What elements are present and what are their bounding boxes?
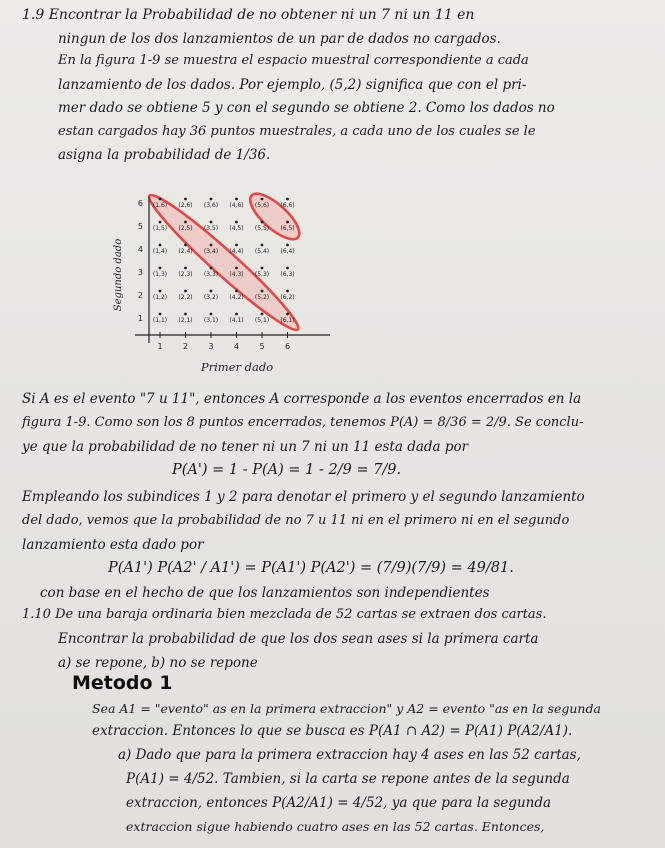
- sample-point-label: (3,6): [203, 202, 219, 209]
- sample-point-label: (5,1): [254, 317, 270, 324]
- sample-point-dot: [159, 290, 162, 293]
- sample-point-dot: [159, 244, 162, 247]
- sample-point-label: (6,6): [280, 202, 295, 209]
- sample-point-dot: [210, 221, 213, 224]
- method-line: extraccion sigue habiendo cuatro ases en las 52 cartas. Entonces,: [126, 819, 545, 834]
- y-tick-label: 5: [137, 222, 143, 231]
- sample-point-dot: [184, 290, 187, 293]
- problem-1-10-line: Encontrar la probabilidad de que los dos sean ases si la primera carta: [58, 631, 539, 647]
- solution-line: Empleando los subindices 1 y 2 para denotar el primero y el segundo lanzamiento: [22, 489, 585, 505]
- problem-1-9-line: estan cargados hay 36 puntos muestrales, a cada uno de los cuales se le: [58, 124, 536, 139]
- sample-point-label: (1,3): [152, 271, 168, 278]
- sample-point-label: (5,6): [254, 202, 270, 209]
- method-line: Sea A1 = "evento" as en la primera extraccion" y A2 = evento "as en la segunda: [92, 701, 601, 716]
- sample-point-label: (5,5): [254, 225, 270, 232]
- problem-1-9-line: lanzamiento de los dados. Por ejemplo, (5,2) significa que con el pri-: [58, 77, 527, 93]
- sample-point-dot: [210, 198, 213, 201]
- solution-line: Si A es el evento "7 u 11", entonces A corresponde a los eventos encerrados en la: [22, 391, 582, 407]
- sample-point-dot: [159, 198, 162, 201]
- sample-point-label: (6,3): [280, 271, 295, 278]
- sample-point-dot: [286, 221, 289, 224]
- x-tick-label: 6: [284, 342, 291, 351]
- sample-point-label: (3,4): [203, 248, 219, 255]
- sample-point-label: (6,1): [280, 317, 295, 324]
- sample-point-label: (6,4): [280, 248, 295, 255]
- sample-point-label: (1,5): [152, 225, 168, 232]
- sample-point-label: (3,2): [203, 294, 219, 301]
- sample-point-dot: [159, 267, 162, 270]
- solution-line: lanzamiento esta dado por: [22, 537, 204, 553]
- sample-point-dot: [235, 244, 238, 247]
- sample-point-label: (4,1): [229, 317, 244, 324]
- sample-point-dot: [210, 244, 213, 247]
- problem-1-9-line: mer dado se obtiene 5 y con el segundo se obtiene 2. Como los dados no: [58, 100, 555, 116]
- sample-point-label: (3,1): [203, 317, 219, 324]
- sample-point-dot: [235, 221, 238, 224]
- sample-point-label: (4,5): [229, 225, 244, 232]
- sample-point-dot: [159, 313, 162, 316]
- sample-point-dot: [210, 267, 213, 270]
- x-axis-label: Primer dado: [200, 360, 274, 374]
- problem-1-9-line: 1.9 Encontrar la Probabilidad de no obtener ni un 7 ni un 11 en: [22, 7, 475, 23]
- sample-point-dot: [210, 313, 213, 316]
- sample-point-dot: [286, 244, 289, 247]
- method-line: extraccion, entonces P(A2/A1) = 4/52, ya que para la segunda: [126, 795, 552, 811]
- method-heading: Metodo 1: [72, 672, 173, 694]
- sample-point-label: (5,4): [254, 248, 270, 255]
- y-axis-label: Segundo dado: [113, 238, 124, 312]
- x-tick-label: 2: [182, 342, 189, 351]
- sample-point-dot: [286, 267, 289, 270]
- sample-space-figure: [105, 185, 365, 385]
- sample-point-label: (1,6): [152, 202, 168, 209]
- x-tick-label: 5: [259, 342, 265, 351]
- sample-point-dot: [235, 267, 238, 270]
- sample-point-dot: [286, 313, 289, 316]
- problem-1-9-line: En la figura 1-9 se muestra el espacio muestral correspondiente a cada: [58, 53, 529, 68]
- y-tick-label: 3: [137, 268, 143, 277]
- problem-1-10-line: 1.10 De una baraja ordinaria bien mezclada de 52 cartas se extraen dos cartas.: [22, 607, 547, 622]
- sample-point-dot: [261, 290, 264, 293]
- sample-point-label: (5,2): [254, 294, 270, 301]
- problem-1-9-line: asigna la probabilidad de 1/36.: [58, 147, 271, 163]
- sample-point-dot: [261, 198, 264, 201]
- solution-line: ye que la probabilidad de no tener ni un 7 ni un 11 esta dada por: [22, 439, 469, 455]
- x-tick-label: 4: [233, 342, 240, 351]
- sample-point-dot: [184, 313, 187, 316]
- sample-point-label: (2,2): [178, 294, 193, 301]
- sample-point-label: (1,1): [152, 317, 168, 324]
- y-tick-label: 4: [137, 245, 143, 254]
- sample-point-dot: [261, 313, 264, 316]
- sample-point-label: (6,5): [280, 225, 295, 232]
- sample-point-label: (4,4): [229, 248, 244, 255]
- sample-point-label: (4,2): [229, 294, 244, 301]
- sample-point-dot: [159, 221, 162, 224]
- sample-point-dot: [286, 290, 289, 293]
- sample-point-label: (2,4): [178, 248, 193, 255]
- formula-independence: P(A1') P(A2' / A1') = P(A1') P(A2') = (7/9)(7/9) = 49/81.: [108, 560, 514, 576]
- sample-point-label: (2,3): [178, 271, 193, 278]
- method-line: P(A1) = 4/52. Tambien, si la carta se repone antes de la segunda: [126, 771, 570, 787]
- sample-point-dot: [235, 198, 238, 201]
- sample-point-dot: [184, 244, 187, 247]
- sample-point-label: (1,4): [152, 248, 168, 255]
- method-line: extraccion. Entonces lo que se busca es P(A1 ∩ A2) = P(A1) P(A2/A1).: [92, 723, 573, 739]
- sample-point-label: (1,2): [152, 294, 168, 301]
- sample-point-dot: [184, 198, 187, 201]
- highlight-layer: [142, 187, 306, 339]
- sample-point-label: (4,3): [229, 271, 244, 278]
- y-tick-label: 2: [137, 291, 143, 300]
- sample-point-label: (2,1): [178, 317, 193, 324]
- sample-point-label: (3,3): [203, 271, 219, 278]
- sample-point-label: (4,6): [229, 202, 244, 209]
- y-tick-label: 1: [137, 314, 143, 323]
- sample-point-dot: [261, 221, 264, 224]
- problem-1-10-line: a) se repone, b) no se repone: [58, 655, 258, 671]
- y-tick-label: 6: [137, 199, 143, 208]
- sample-point-label: (3,5): [203, 225, 219, 232]
- x-tick-label: 3: [208, 342, 214, 351]
- sample-point-dot: [261, 244, 264, 247]
- solution-line: del dado, vemos que la probabilidad de no 7 u 11 ni en el primero ni en el segundo: [22, 513, 570, 528]
- solution-line: figura 1-9. Como son los 8 puntos encerrados, tenemos P(A) = 8/36 = 2/9. Se conclu-: [22, 415, 584, 430]
- method-line: a) Dado que para la primera extraccion hay 4 ases en las 52 cartas,: [118, 747, 581, 763]
- sample-point-dot: [261, 267, 264, 270]
- sample-point-label: (2,5): [178, 225, 193, 232]
- solution-line: con base en el hecho de que los lanzamientos son independientes: [40, 585, 490, 601]
- sample-point-label: (2,6): [178, 202, 193, 209]
- sample-point-dot: [235, 290, 238, 293]
- sample-point-label: (6,2): [280, 294, 295, 301]
- sample-point-dot: [235, 313, 238, 316]
- sample-point-dot: [286, 198, 289, 201]
- sample-point-label: (5,3): [254, 271, 270, 278]
- sample-point-dot: [184, 221, 187, 224]
- sample-point-dot: [184, 267, 187, 270]
- formula-complement: P(A') = 1 - P(A) = 1 - 2/9 = 7/9.: [172, 462, 402, 478]
- sum-eleven-loop: [244, 187, 306, 247]
- problem-1-9-line: ningun de los dos lanzamientos de un par de dados no cargados.: [58, 31, 501, 47]
- x-tick-label: 1: [157, 342, 163, 351]
- sample-point-dot: [210, 290, 213, 293]
